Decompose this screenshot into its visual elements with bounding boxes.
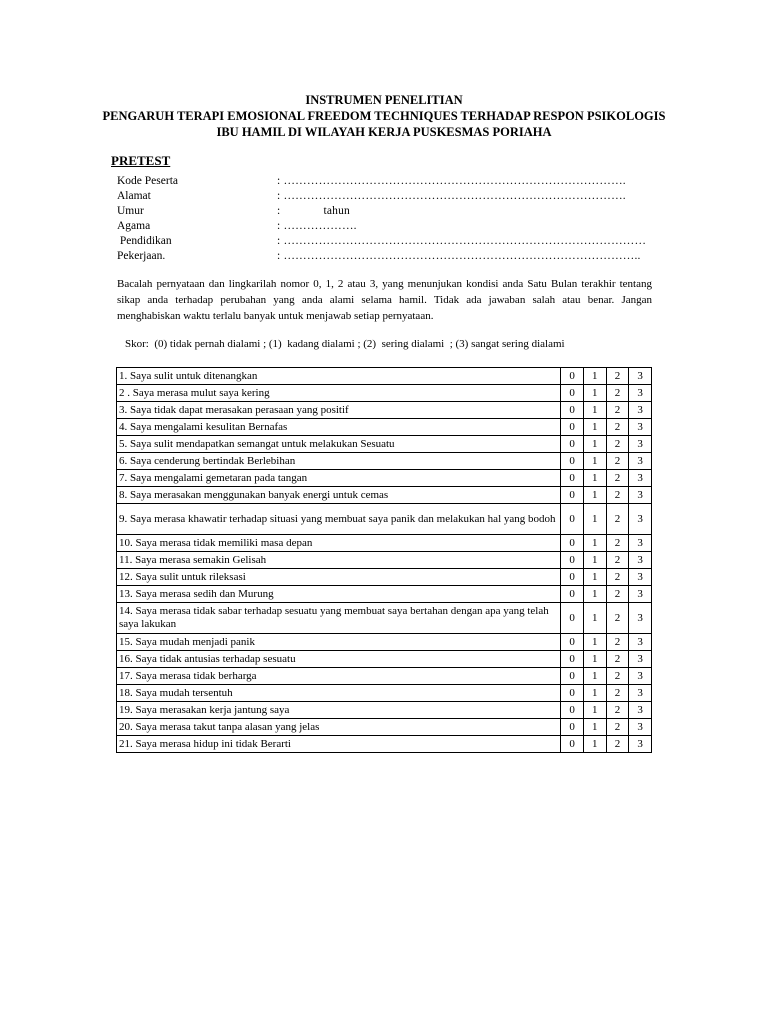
table-row: [117, 436, 652, 453]
score-option-1[interactable]: 1: [583, 535, 606, 552]
field-value[interactable]: : …………………………………………………………………………………: [277, 235, 647, 247]
score-option-1[interactable]: 1: [583, 470, 606, 487]
statement-cell: 10. Saya merasa tidak memiliki masa depan: [117, 535, 561, 552]
table-row: [117, 419, 652, 436]
score-option-1[interactable]: 1: [583, 569, 606, 586]
statement-cell: 3. Saya tidak dapat merasakan perasaan yang positif: [117, 402, 561, 419]
score-option-2[interactable]: 2: [606, 603, 629, 634]
statement-cell: 16. Saya tidak antusias terhadap sesuatu: [117, 651, 561, 668]
table-row: [117, 368, 652, 385]
table-row: [117, 586, 652, 603]
field-value[interactable]: : ……………….: [277, 220, 357, 232]
score-option-0[interactable]: 0: [561, 470, 584, 487]
score-option-2[interactable]: 2: [606, 719, 629, 736]
score-option-3[interactable]: 3: [629, 634, 652, 651]
score-option-1[interactable]: 1: [583, 504, 606, 535]
score-option-1[interactable]: 1: [583, 586, 606, 603]
score-option-0[interactable]: 0: [561, 368, 584, 385]
table-row: [117, 634, 652, 651]
field-label: Pendidikan: [117, 235, 172, 247]
table-row: [117, 552, 652, 569]
field-value[interactable]: : …………………………………………………………………………….: [277, 190, 626, 202]
field-value[interactable]: : tahun: [277, 205, 350, 217]
score-option-1[interactable]: 1: [583, 385, 606, 402]
score-option-0[interactable]: 0: [561, 453, 584, 470]
table-row: [117, 719, 652, 736]
score-option-0[interactable]: 0: [561, 651, 584, 668]
score-option-0[interactable]: 0: [561, 552, 584, 569]
score-option-1[interactable]: 1: [583, 419, 606, 436]
score-option-3[interactable]: 3: [629, 736, 652, 753]
table-row: [117, 651, 652, 668]
score-option-0[interactable]: 0: [561, 402, 584, 419]
statement-cell: 13. Saya merasa sedih dan Murung: [117, 586, 561, 603]
score-option-0[interactable]: 0: [561, 569, 584, 586]
score-option-2[interactable]: 2: [606, 702, 629, 719]
score-option-1[interactable]: 1: [583, 736, 606, 753]
field-label: Kode Peserta: [117, 175, 178, 187]
statement-cell: 12. Saya sulit untuk rileksasi: [117, 569, 561, 586]
score-option-2[interactable]: 2: [606, 453, 629, 470]
score-option-3[interactable]: 3: [629, 487, 652, 504]
statement-cell: 14. Saya merasa tidak sabar terhadap sesuatu yang membuat saya bertahan dengan apa yang telah saya lakukan: [117, 603, 561, 634]
statement-cell: 11. Saya merasa semakin Gelisah: [117, 552, 561, 569]
score-option-0[interactable]: 0: [561, 586, 584, 603]
score-option-1[interactable]: 1: [583, 402, 606, 419]
statement-cell: 5. Saya sulit mendapatkan semangat untuk melakukan Sesuatu: [117, 436, 561, 453]
score-option-0[interactable]: 0: [561, 668, 584, 685]
score-option-2[interactable]: 2: [606, 487, 629, 504]
table-row: [117, 668, 652, 685]
score-option-3[interactable]: 3: [629, 419, 652, 436]
questionnaire-table: [116, 367, 652, 753]
document-header: [0, 92, 768, 140]
score-option-1[interactable]: 1: [583, 668, 606, 685]
score-option-2[interactable]: 2: [606, 685, 629, 702]
score-option-0[interactable]: 0: [561, 719, 584, 736]
score-option-3[interactable]: 3: [629, 453, 652, 470]
score-option-1[interactable]: 1: [583, 436, 606, 453]
score-option-3[interactable]: 3: [629, 535, 652, 552]
table-row: [117, 736, 652, 753]
score-option-0[interactable]: 0: [561, 436, 584, 453]
statement-cell: 20. Saya merasa takut tanpa alasan yang jelas: [117, 719, 561, 736]
score-option-2[interactable]: 2: [606, 470, 629, 487]
score-option-2[interactable]: 2: [606, 552, 629, 569]
score-option-3[interactable]: 3: [629, 436, 652, 453]
score-option-0[interactable]: 0: [561, 504, 584, 535]
table-row: [117, 453, 652, 470]
score-option-3[interactable]: 3: [629, 651, 652, 668]
statement-cell: 4. Saya mengalami kesulitan Bernafas: [117, 419, 561, 436]
score-option-3[interactable]: 3: [629, 719, 652, 736]
statement-cell: 7. Saya mengalami gemetaran pada tangan: [117, 470, 561, 487]
statement-cell: 15. Saya mudah menjadi panik: [117, 634, 561, 651]
field-label: Agama: [117, 220, 151, 232]
score-option-1[interactable]: 1: [583, 634, 606, 651]
table-row: [117, 385, 652, 402]
statement-cell: 19. Saya merasakan kerja jantung saya: [117, 702, 561, 719]
score-option-0[interactable]: 0: [561, 487, 584, 504]
header-title: INSTRUMEN PENELITIAN: [305, 93, 463, 107]
score-option-3[interactable]: 3: [629, 385, 652, 402]
score-option-1[interactable]: 1: [583, 719, 606, 736]
statement-cell: 2 . Saya merasa mulut saya kering: [117, 385, 561, 402]
table-row: [117, 470, 652, 487]
statement-cell: 9. Saya merasa khawatir terhadap situasi yang membuat saya panik dan melakukan hal yang bodoh: [117, 504, 561, 535]
score-option-0[interactable]: 0: [561, 385, 584, 402]
header-subtitle: PENGARUH TERAPI EMOSIONAL FREEDOM TECHNIQUES TERHADAP RESPON PSIKOLOGIS: [102, 109, 666, 123]
score-option-1[interactable]: 1: [583, 685, 606, 702]
field-value[interactable]: : ………………………………………………………………………………..: [277, 250, 641, 262]
score-option-2[interactable]: 2: [606, 535, 629, 552]
table-row: [117, 535, 652, 552]
score-option-2[interactable]: 2: [606, 651, 629, 668]
table-row: [117, 504, 652, 535]
statement-cell: 18. Saya mudah tersentuh: [117, 685, 561, 702]
score-option-3[interactable]: 3: [629, 470, 652, 487]
score-option-3[interactable]: 3: [629, 603, 652, 634]
score-option-3[interactable]: 3: [629, 402, 652, 419]
score-option-2[interactable]: 2: [606, 569, 629, 586]
score-option-0[interactable]: 0: [561, 736, 584, 753]
score-option-2[interactable]: 2: [606, 504, 629, 535]
score-option-0[interactable]: 0: [561, 702, 584, 719]
score-option-3[interactable]: 3: [629, 552, 652, 569]
score-option-1[interactable]: 1: [583, 368, 606, 385]
statement-cell: 6. Saya cenderung bertindak Berlebihan: [117, 453, 561, 470]
table-row: [117, 685, 652, 702]
statement-cell: 1. Saya sulit untuk ditenangkan: [117, 368, 561, 385]
score-option-2[interactable]: 2: [606, 402, 629, 419]
statement-cell: 8. Saya merasakan menggunakan banyak energi untuk cemas: [117, 487, 561, 504]
table-row: [117, 569, 652, 586]
score-option-2[interactable]: 2: [606, 634, 629, 651]
section-title: PRETEST: [111, 153, 171, 168]
score-option-2[interactable]: 2: [606, 586, 629, 603]
score-option-1[interactable]: 1: [583, 453, 606, 470]
score-option-0[interactable]: 0: [561, 535, 584, 552]
field-label: Pekerjaan.: [117, 250, 166, 262]
table-row: [117, 702, 652, 719]
statement-cell: 21. Saya merasa hidup ini tidak Berarti: [117, 736, 561, 753]
table-row: [117, 402, 652, 419]
score-option-0[interactable]: 0: [561, 419, 584, 436]
score-option-2[interactable]: 2: [606, 419, 629, 436]
statement-cell: 17. Saya merasa tidak berharga: [117, 668, 561, 685]
score-option-3[interactable]: 3: [629, 504, 652, 535]
score-option-1[interactable]: 1: [583, 603, 606, 634]
score-option-3[interactable]: 3: [629, 702, 652, 719]
score-option-2[interactable]: 2: [606, 368, 629, 385]
field-value[interactable]: : …………………………………………………………………………….: [277, 175, 626, 187]
score-option-2[interactable]: 2: [606, 385, 629, 402]
score-option-3[interactable]: 3: [629, 368, 652, 385]
field-label: Umur: [117, 205, 144, 217]
score-legend: Skor: (0) tidak pernah dialami ; (1) kadang dialami ; (2) sering dialami ; (3) sangat sering dialami: [125, 338, 565, 350]
score-option-0[interactable]: 0: [561, 634, 584, 651]
score-option-3[interactable]: 3: [629, 586, 652, 603]
score-option-1[interactable]: 1: [583, 702, 606, 719]
score-option-0[interactable]: 0: [561, 603, 584, 634]
score-option-2[interactable]: 2: [606, 668, 629, 685]
header-subtitle-2: IBU HAMIL DI WILAYAH KERJA PUSKESMAS PORIAHA: [216, 125, 552, 139]
score-option-3[interactable]: 3: [629, 668, 652, 685]
instructions-paragraph: Bacalah pernyataan dan lingkarilah nomor 0, 1, 2 atau 3, yang menunjukan kondisi anda Satu Bulan terakhir tentang sikap anda terhadap perubahan yang anda alami selama hamil. Tidak ada jawaban salah atau benar. Jangan menghabiskan waktu terlalu banyak untuk menjawab setiap pernyataan.: [117, 278, 652, 322]
score-option-1[interactable]: 1: [583, 487, 606, 504]
score-option-3[interactable]: 3: [629, 685, 652, 702]
table-row: [117, 603, 652, 634]
field-label: Alamat: [117, 190, 151, 202]
score-option-1[interactable]: 1: [583, 651, 606, 668]
score-option-1[interactable]: 1: [583, 552, 606, 569]
score-option-2[interactable]: 2: [606, 436, 629, 453]
table-row: [117, 487, 652, 504]
score-option-2[interactable]: 2: [606, 736, 629, 753]
score-option-0[interactable]: 0: [561, 685, 584, 702]
score-option-3[interactable]: 3: [629, 569, 652, 586]
